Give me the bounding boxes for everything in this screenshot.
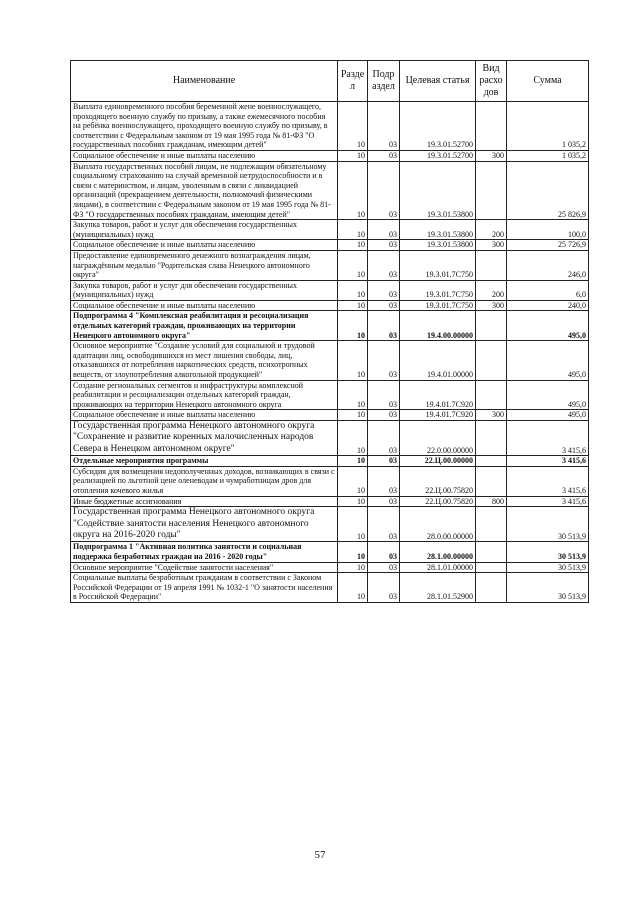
cell-name: Социальные выплаты безработным гражданам в соответствии с Законом Российской Федерации от 19 апреля 1991 № 1032-1 "О занятости населения в Российской Федерации" (71, 573, 338, 603)
cell-exp-type (476, 562, 507, 573)
table-row (71, 250, 589, 280)
table-row (71, 240, 589, 251)
cell-exp-type (476, 250, 507, 280)
header-subsection: Подр аздел (368, 61, 400, 102)
cell-name: Отдельные мероприятия программы (71, 456, 338, 467)
table-row (71, 466, 589, 496)
cell-section: 10 (338, 421, 368, 456)
cell-subsection: 03 (368, 466, 400, 496)
cell-subsection: 03 (368, 280, 400, 300)
cell-exp-type (476, 466, 507, 496)
cell-exp-type (476, 507, 507, 542)
cell-sum: 1 035,2 (507, 150, 589, 161)
cell-sum: 495,0 (507, 380, 589, 410)
cell-target: 19.3.01.53800 (400, 220, 476, 240)
cell-name: Выплата единовременного пособия беременной жене военнослужащего, проходящего военную службу по призыву, а также ежемесячного пособия на ребёнка военнослужащего, проходящего военную службу по призыву, в соответствии с Федеральным законом от 19 мая 1995 года № 81-ФЗ "О государственных пособиях гражданам, имеющим детей" (71, 102, 338, 151)
header-sum: Сумма (507, 61, 589, 102)
cell-name: Субсидия для возмещения недополученных доходов, возникающих в связи с реализацией по льготной цене оленеводам и чумработницам дров для отопления кочевого жилья (71, 466, 338, 496)
cell-section: 10 (338, 250, 368, 280)
page-number: 57 (314, 849, 326, 861)
cell-subsection: 03 (368, 507, 400, 542)
cell-section: 10 (338, 161, 368, 220)
header-expense-type: Вид расхо дов (476, 61, 507, 102)
cell-name: Государственная программа Ненецкого автономного округа "Содействие занятости населения Ненецкого автономного округа на 2016-2020 годы" (71, 507, 338, 542)
cell-sum: 30 513,9 (507, 562, 589, 573)
cell-name: Социальное обеспечение и иные выплаты населению (71, 240, 338, 251)
table-row (71, 410, 589, 421)
table-row (71, 496, 589, 507)
table-row (71, 311, 589, 341)
cell-section: 10 (338, 102, 368, 151)
table-row (71, 421, 589, 456)
cell-target: 28.1.01.52900 (400, 573, 476, 603)
table-row (71, 507, 589, 542)
cell-exp-type: 800 (476, 496, 507, 507)
cell-section: 10 (338, 220, 368, 240)
cell-subsection: 03 (368, 161, 400, 220)
cell-sum: 3 415,6 (507, 421, 589, 456)
cell-exp-type: 300 (476, 410, 507, 421)
cell-exp-type (476, 161, 507, 220)
cell-target: 28.0.00.00000 (400, 507, 476, 542)
header-target: Целевая статья (400, 61, 476, 102)
cell-sum: 100,0 (507, 220, 589, 240)
cell-subsection: 03 (368, 240, 400, 251)
cell-name: Социальное обеспечение и иные выплаты населению (71, 150, 338, 161)
cell-target: 28.1.01.00000 (400, 562, 476, 573)
cell-exp-type: 300 (476, 150, 507, 161)
cell-section: 10 (338, 410, 368, 421)
table-row (71, 161, 589, 220)
cell-name: Выплата государственных пособий лицам, не подлежащим обязательному социальному страхованию на случай временной нетрудоспособности и в связи с материнством, и лицам, уволенным в связи с ликвидацией организаций (прекращением деятельности, полномочий физическими лицами), в соответствии с Федеральным законом от 19 мая 1995 года № 81-ФЗ "О государственных пособиях гражданам, имеющим детей" (71, 161, 338, 220)
table-row (71, 341, 589, 380)
cell-section: 10 (338, 507, 368, 542)
cell-name: Социальное обеспечение и иные выплаты населению (71, 410, 338, 421)
table-row (71, 573, 589, 603)
cell-section: 10 (338, 573, 368, 603)
cell-sum: 30 513,9 (507, 542, 589, 562)
cell-target: 19.4.01.7С920 (400, 380, 476, 410)
cell-section: 10 (338, 466, 368, 496)
table-row (71, 562, 589, 573)
cell-subsection: 03 (368, 220, 400, 240)
cell-section: 10 (338, 456, 368, 467)
cell-name: Закупка товаров, работ и услуг для обеспечения государственных (муниципальных) нужд (71, 220, 338, 240)
cell-subsection: 03 (368, 250, 400, 280)
table-body (71, 102, 589, 603)
cell-target: 19.4.01.00000 (400, 341, 476, 380)
cell-section: 10 (338, 380, 368, 410)
cell-section: 10 (338, 280, 368, 300)
cell-subsection: 03 (368, 150, 400, 161)
cell-section: 10 (338, 542, 368, 562)
cell-target: 19.3.01.7С750 (400, 300, 476, 311)
cell-subsection: 03 (368, 380, 400, 410)
cell-section: 10 (338, 341, 368, 380)
cell-subsection: 03 (368, 410, 400, 421)
cell-sum: 25 726,9 (507, 240, 589, 251)
cell-name: Создание региональных сегментов и инфраструктуры комплексной реабилитации и ресоциализации отдельных категорий граждан, проживающих на территории Ненецкого автономного округа (71, 380, 338, 410)
cell-subsection: 03 (368, 573, 400, 603)
cell-target: 19.3.01.7С750 (400, 280, 476, 300)
cell-target: 19.4.00.00000 (400, 311, 476, 341)
cell-subsection: 03 (368, 300, 400, 311)
table-row (71, 542, 589, 562)
header-name: Наименование (71, 61, 338, 102)
cell-sum: 30 513,9 (507, 573, 589, 603)
cell-subsection: 03 (368, 421, 400, 456)
cell-exp-type: 200 (476, 280, 507, 300)
cell-name: Предоставление единовременного денежного вознаграждения лицам, награждённым медалью "Родительская слава Ненецкого автономного округа" (71, 250, 338, 280)
cell-sum: 3 415,6 (507, 466, 589, 496)
cell-subsection: 03 (368, 341, 400, 380)
cell-target: 19.3.01.53800 (400, 161, 476, 220)
cell-subsection: 03 (368, 496, 400, 507)
cell-exp-type (476, 421, 507, 456)
cell-target: 19.3.01.52700 (400, 102, 476, 151)
cell-section: 10 (338, 311, 368, 341)
cell-sum: 30 513,9 (507, 507, 589, 542)
header-section: Разде л (338, 61, 368, 102)
cell-target: 19.3.01.52700 (400, 150, 476, 161)
cell-target: 22.Ц.00.00000 (400, 456, 476, 467)
cell-exp-type (476, 341, 507, 380)
table-row (71, 220, 589, 240)
cell-subsection: 03 (368, 311, 400, 341)
cell-name: Основное мероприятие "Создание условий для социальной и трудовой адаптации лиц, освободившихся из мест лишения свободы, лиц, отказавшихся от потребления наркотических средств, психотропных веществ, от злоупотребления алкогольной продукцией" (71, 341, 338, 380)
cell-sum: 1 035,2 (507, 102, 589, 151)
cell-exp-type (476, 102, 507, 151)
cell-target: 22.Ц.00.75820 (400, 466, 476, 496)
cell-name: Иные бюджетные ассигнования (71, 496, 338, 507)
cell-target: 19.3.01.7С750 (400, 250, 476, 280)
cell-section: 10 (338, 496, 368, 507)
cell-exp-type (476, 456, 507, 467)
budget-table-page (70, 60, 588, 603)
cell-sum: 3 415,6 (507, 496, 589, 507)
cell-subsection: 03 (368, 102, 400, 151)
cell-exp-type (476, 542, 507, 562)
cell-name: Государственная программа Ненецкого автономного округа "Сохранение и развитие коренных малочисленных народов Севера в Ненецком автономном округе" (71, 421, 338, 456)
cell-sum: 3 415,6 (507, 456, 589, 467)
table-row (71, 280, 589, 300)
cell-sum: 25 826,9 (507, 161, 589, 220)
cell-sum: 495,0 (507, 410, 589, 421)
cell-subsection: 03 (368, 562, 400, 573)
cell-section: 10 (338, 240, 368, 251)
cell-sum: 240,0 (507, 300, 589, 311)
budget-table (70, 60, 589, 603)
cell-section: 10 (338, 150, 368, 161)
cell-target: 22.Ц.00.75820 (400, 496, 476, 507)
cell-target: 22.0.00.00000 (400, 421, 476, 456)
cell-exp-type: 300 (476, 300, 507, 311)
cell-name: Подпрограмма 1 "Активная политика занятости и социальная поддержка безработных граждан на 2016 - 2020 годы" (71, 542, 338, 562)
table-row (71, 456, 589, 467)
cell-name: Основное мероприятие "Содействие занятости населения" (71, 562, 338, 573)
cell-section: 10 (338, 562, 368, 573)
cell-name: Закупка товаров, работ и услуг для обеспечения государственных (муниципальных) нужд (71, 280, 338, 300)
table-header-row (71, 61, 589, 102)
cell-sum: 495,0 (507, 341, 589, 380)
cell-sum: 246,0 (507, 250, 589, 280)
cell-exp-type: 300 (476, 240, 507, 251)
cell-exp-type (476, 573, 507, 603)
table-row (71, 300, 589, 311)
cell-name: Подпрограмма 4 "Комплексная реабилитация и ресоциализация отдельных категорий граждан, проживающих на территории Ненецкого автономного округа" (71, 311, 338, 341)
cell-exp-type (476, 311, 507, 341)
cell-subsection: 03 (368, 456, 400, 467)
cell-target: 19.3.01.53800 (400, 240, 476, 251)
table-row (71, 102, 589, 151)
cell-target: 28.1.00.00000 (400, 542, 476, 562)
cell-target: 19.4.01.7С920 (400, 410, 476, 421)
cell-section: 10 (338, 300, 368, 311)
table-row (71, 150, 589, 161)
cell-exp-type (476, 380, 507, 410)
cell-exp-type: 200 (476, 220, 507, 240)
cell-subsection: 03 (368, 542, 400, 562)
table-row (71, 380, 589, 410)
cell-name: Социальное обеспечение и иные выплаты населению (71, 300, 338, 311)
cell-sum: 6,0 (507, 280, 589, 300)
cell-sum: 495,0 (507, 311, 589, 341)
